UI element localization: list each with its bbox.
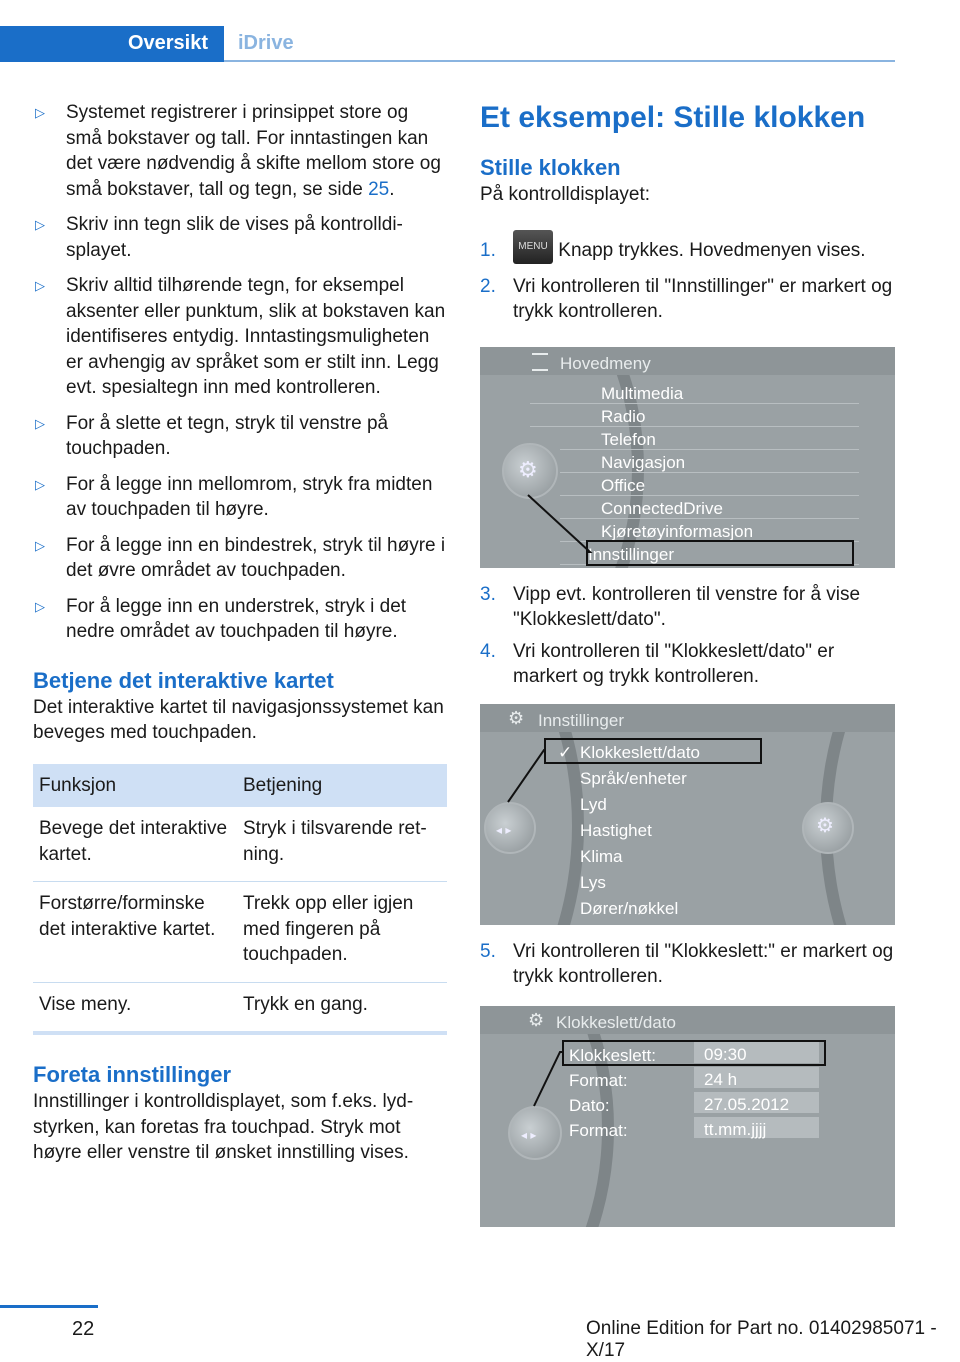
settings-item[interactable]: Lyd: [580, 794, 607, 814]
table-cell: Bevege det interaktive kartet.: [33, 807, 237, 882]
table-header-funksjon: Funksjon: [33, 764, 237, 808]
map-function-table: [33, 764, 447, 1036]
step-number: 5.: [480, 940, 496, 962]
bullet-text: Skriv alltid tilhørende tegn, for eksempel aksenter eller punktum, slik at bokstaven kan identifiseres entydig. Inntastingsmuligheten er avhengig av språket som er stilt inn. Legg evt. spesialtegn inn med kontrolleren.: [66, 275, 446, 398]
clock-subtitle: Stille klokken: [480, 155, 621, 180]
settings-item[interactable]: Språk/enheter: [580, 768, 687, 788]
right-column: [480, 98, 895, 1227]
clock-intro: På kontrolldisplayet:: [480, 184, 651, 205]
step-5: [480, 939, 895, 990]
table-cell: Trekk opp eller igjen med fingeren på touchpaden.: [237, 882, 447, 983]
field-label: Format:: [569, 1120, 628, 1140]
step-text: Vri kontrolleren til "Klokkeslett/dato" er markert og trykk kontrolleren.: [513, 640, 835, 687]
settings-section-title: Foreta innstillinger: [33, 1062, 232, 1087]
settings-text: Innstillinger i kontrolldisplayet, som f.eks. lydstyrken, kan foretas fra touchpad. Stryk mot høyre eller venstre til ønsket innstilling vises.: [33, 1091, 414, 1163]
bullet-text: Systemet registrerer i prinsippet store og små bokstaver og tall. For inntastingen kan det være nødvendig å skifte mellom store og små bokstaver, tall og tegn, se side: [66, 102, 441, 200]
bullet-item: [33, 533, 447, 584]
menu-item[interactable]: ConnectedDrive: [601, 498, 723, 518]
menu-item[interactable]: Radio: [601, 406, 646, 426]
screen-innstillinger: [480, 704, 895, 925]
bullet-triangle-icon: ▷: [35, 217, 45, 232]
step-4: [480, 639, 895, 690]
bullet-item: [33, 212, 447, 263]
connector-line: [480, 704, 895, 925]
settings-item[interactable]: Klokkeslett/dato: [580, 742, 701, 762]
step-1: [480, 230, 895, 266]
table-cell: Stryk i tilsvarende retning.: [237, 807, 447, 882]
tab-bar: [0, 0, 895, 62]
field-value[interactable]: 27.05.2012: [694, 1092, 819, 1113]
menu-item[interactable]: Kjøretøyinformasjon: [601, 521, 754, 541]
gear-icon: ⚙: [518, 456, 538, 482]
arrows-icon: ◂ ▸: [521, 1127, 537, 1142]
bullet-triangle-icon: ▷: [35, 598, 45, 614]
menu-item[interactable]: Multimedia: [601, 383, 684, 403]
tab-idrive[interactable]: iDrive: [238, 32, 294, 54]
page-link[interactable]: 25: [368, 178, 390, 200]
gear-icon: ⚙: [508, 707, 525, 728]
footer-rule: [0, 1305, 98, 1308]
step-number: 3.: [480, 583, 496, 605]
table-row: [33, 807, 447, 882]
left-column: [33, 100, 447, 1166]
step-text: Vri kontrolleren til "Klokkeslett:" er markert og trykk kontrolleren.: [513, 940, 894, 987]
screen-hovedmeny: [480, 347, 895, 568]
edition-text: Online Edition for Part no. 01402985071 - X/17: [586, 1318, 937, 1361]
bullet-item: [33, 411, 447, 462]
field-value[interactable]: 09:30: [694, 1042, 819, 1063]
step-text: Vri kontrolleren til "Innstillinger" er markert og trykk kontrolleren.: [513, 275, 893, 322]
table-cell: Vise meny.: [33, 982, 237, 1033]
menu-item[interactable]: Navigasjon: [601, 452, 686, 472]
step-text: Knapp trykkes. Hovedmenyen vises.: [553, 239, 866, 261]
page-number: 22: [72, 1318, 95, 1340]
field-label: Klokkeslett:: [569, 1045, 656, 1065]
field-label: Format:: [569, 1070, 628, 1090]
table-header-betjening: Betjening: [237, 764, 447, 808]
settings-item[interactable]: Hastighet: [580, 820, 652, 840]
field-value[interactable]: 24 h: [694, 1067, 819, 1088]
tab-oversikt[interactable]: Oversikt: [0, 26, 224, 62]
gear-icon: ⚙: [528, 1009, 545, 1030]
step-text: Vipp evt. kontrolleren til venstre for å vise "Klokkeslett/dato".: [513, 583, 861, 630]
menu-item[interactable]: Telefon: [601, 429, 656, 449]
bullet-triangle-icon: ▷: [35, 476, 45, 492]
connector-line: [480, 347, 895, 568]
table-cell: Forstørre/forminske det interaktive kartet.: [33, 882, 237, 983]
example-title: Et eksempel: Stille klokken: [480, 101, 866, 134]
bullet-triangle-icon: ▷: [35, 278, 45, 293]
step-2: [480, 274, 895, 325]
menu-button-icon: MENU: [513, 230, 553, 264]
bullet-text-end: .: [389, 178, 395, 200]
step-number: 1.: [480, 239, 496, 261]
screen-title: Innstillinger: [538, 710, 624, 730]
settings-item[interactable]: Lys: [580, 872, 606, 892]
bullet-text: For å slette et tegn, stryk til venstre på touchpaden.: [66, 412, 389, 459]
settings-item[interactable]: Klima: [580, 846, 623, 866]
screen-title: Klokkeslett/dato: [556, 1012, 677, 1032]
table-cell: Trykk en gang.: [237, 982, 447, 1033]
bullet-triangle-icon: ▷: [35, 105, 45, 120]
bullet-text: For å legge inn mellomrom, stryk fra midten av touchpaden til høyre.: [66, 473, 433, 520]
map-intro: Det interaktive kartet til navigasjonssystemet kan beveges med touchpaden.: [33, 696, 444, 743]
bullet-triangle-icon: ▷: [35, 415, 45, 431]
step-number: 4.: [480, 640, 496, 662]
bullet-text: Skriv inn tegn slik de vises på kontrolldisplayet.: [66, 214, 403, 261]
gear-icon: ⚙: [816, 814, 834, 837]
menu-item[interactable]: Office: [601, 475, 646, 495]
step-3: [480, 582, 895, 633]
bullet-triangle-icon: ▷: [35, 537, 45, 553]
screen-title: Hovedmeny: [560, 353, 651, 373]
bullet-item: [33, 100, 447, 202]
bullet-item: [33, 594, 447, 645]
field-label: Dato:: [569, 1095, 610, 1115]
check-icon: ✓: [558, 742, 573, 762]
step-number: 2.: [480, 275, 496, 297]
screen-klokkeslett-dato: [480, 1006, 895, 1227]
bullet-item: [33, 472, 447, 523]
bullet-text: For å legge inn en bindestrek, stryk til høyre i det øvre området av touchpaden.: [66, 534, 446, 581]
arrows-icon: ◂ ▸: [496, 822, 512, 837]
field-value[interactable]: tt.mm.jjjj: [694, 1117, 819, 1138]
connector-line: [480, 1006, 895, 1227]
map-section-title: Betjene det interaktive kartet: [33, 667, 334, 693]
settings-item[interactable]: Dører/nøkkel: [580, 898, 679, 918]
bullet-item: [33, 273, 447, 401]
table-row: [33, 882, 447, 983]
bullet-list: [33, 100, 447, 645]
table-row: [33, 982, 447, 1033]
menu-item[interactable]: Innstillinger: [588, 544, 674, 564]
bullet-text: For å legge inn en understrek, stryk i det nedre området av touchpaden til høyre.: [66, 595, 407, 642]
